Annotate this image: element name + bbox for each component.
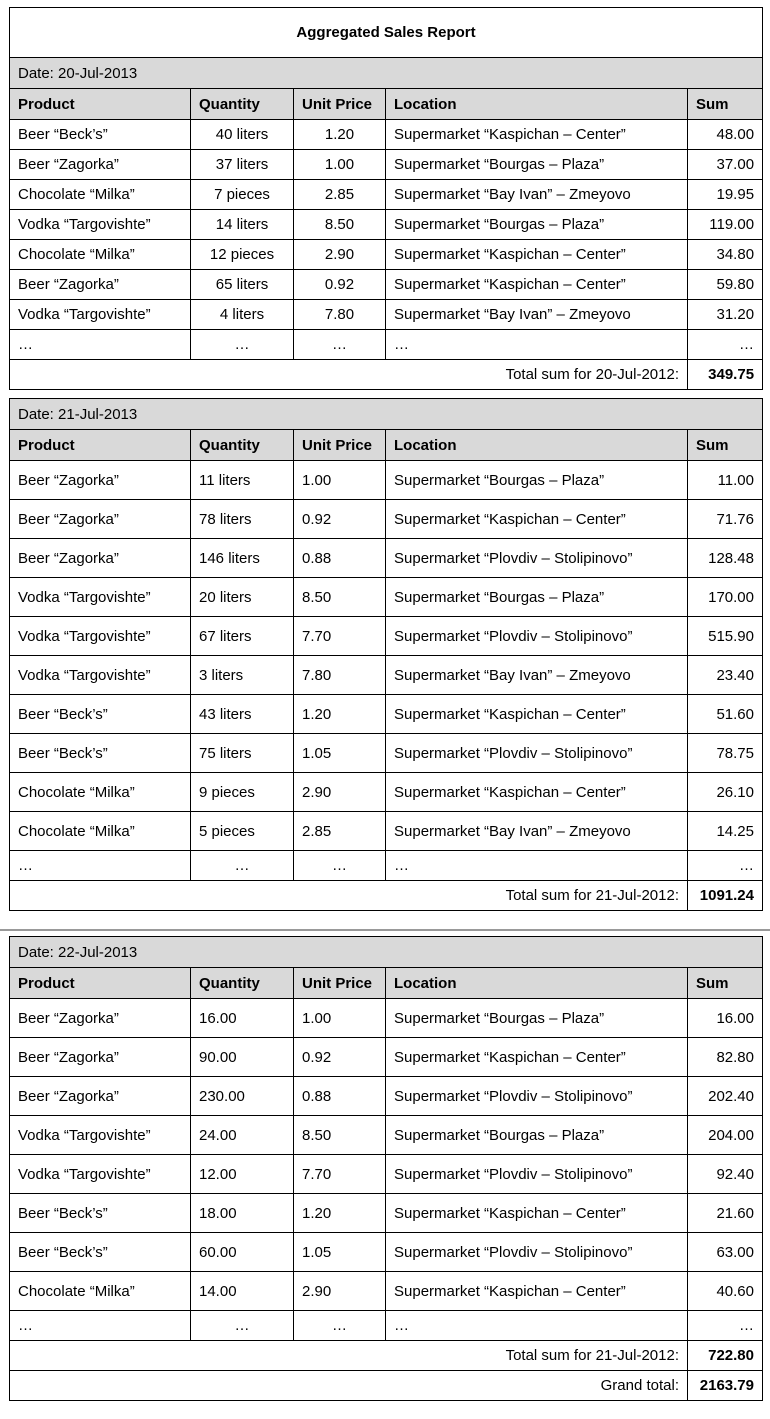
sum-cell: … <box>688 330 763 360</box>
quantity-cell: 90.00 <box>191 1038 294 1077</box>
location-cell: Supermarket “Kaspichan – Center” <box>386 1194 688 1233</box>
table-row <box>10 300 763 330</box>
product-cell: Beer “Zagorka” <box>10 500 191 539</box>
location-cell: Supermarket “Plovdiv – Stolipinovo” <box>386 734 688 773</box>
location-cell: Supermarket “Plovdiv – Stolipinovo” <box>386 1155 688 1194</box>
column-header: Quantity <box>191 968 294 999</box>
column-header: Sum <box>688 89 763 120</box>
column-header: Product <box>10 430 191 461</box>
unit-price-cell: 8.50 <box>294 1116 386 1155</box>
quantity-cell: 12 pieces <box>191 240 294 270</box>
product-cell: Beer “Zagorka” <box>10 150 191 180</box>
sum-cell: 51.60 <box>688 695 763 734</box>
unit-price-cell: 2.90 <box>294 240 386 270</box>
location-cell: Supermarket “Plovdiv – Stolipinovo” <box>386 539 688 578</box>
table-row <box>10 1116 763 1155</box>
location-cell: Supermarket “Bay Ivan” – Zmeyovo <box>386 180 688 210</box>
table-row <box>10 461 763 500</box>
table-row <box>10 210 763 240</box>
location-cell: Supermarket “Kaspichan – Center” <box>386 1038 688 1077</box>
sum-cell: 78.75 <box>688 734 763 773</box>
product-cell: Beer “Beck’s” <box>10 120 191 150</box>
quantity-cell: 16.00 <box>191 999 294 1038</box>
table-row <box>10 150 763 180</box>
sum-cell: … <box>688 851 763 881</box>
location-cell: Supermarket “Plovdiv – Stolipinovo” <box>386 617 688 656</box>
column-header: Product <box>10 968 191 999</box>
sum-cell: 71.76 <box>688 500 763 539</box>
sales-table-1 <box>9 7 763 390</box>
quantity-cell: … <box>191 1311 294 1341</box>
grand-total-value: 2163.79 <box>688 1371 763 1401</box>
quantity-cell: 5 pieces <box>191 812 294 851</box>
product-cell: Beer “Zagorka” <box>10 270 191 300</box>
unit-price-cell: 7.70 <box>294 1155 386 1194</box>
sum-cell: 119.00 <box>688 210 763 240</box>
table-row <box>10 617 763 656</box>
column-header: Location <box>386 968 688 999</box>
product-cell: Beer “Zagorka” <box>10 1077 191 1116</box>
column-header: Unit Price <box>294 89 386 120</box>
unit-price-cell: 1.00 <box>294 999 386 1038</box>
product-cell: Vodka “Targovishte” <box>10 656 191 695</box>
unit-price-cell: 0.92 <box>294 1038 386 1077</box>
quantity-cell: 65 liters <box>191 270 294 300</box>
location-cell: Supermarket “Kaspichan – Center” <box>386 695 688 734</box>
table-row <box>10 330 763 360</box>
column-header: Quantity <box>191 89 294 120</box>
location-cell: Supermarket “Bay Ivan” – Zmeyovo <box>386 812 688 851</box>
table-row <box>10 120 763 150</box>
quantity-cell: 20 liters <box>191 578 294 617</box>
product-cell: Beer “Zagorka” <box>10 461 191 500</box>
date-header: Date: 21-Jul-2013 <box>10 399 763 430</box>
sum-cell: 515.90 <box>688 617 763 656</box>
column-header-row <box>10 430 763 461</box>
location-cell: Supermarket “Bourgas – Plaza” <box>386 150 688 180</box>
product-cell: Chocolate “Milka” <box>10 812 191 851</box>
quantity-cell: … <box>191 851 294 881</box>
column-header: Sum <box>688 430 763 461</box>
sum-cell: 21.60 <box>688 1194 763 1233</box>
location-cell: Supermarket “Kaspichan – Center” <box>386 240 688 270</box>
sum-cell: … <box>688 1311 763 1341</box>
quantity-cell: 67 liters <box>191 617 294 656</box>
table-row <box>10 1038 763 1077</box>
product-cell: Vodka “Targovishte” <box>10 300 191 330</box>
location-cell: Supermarket “Bourgas – Plaza” <box>386 999 688 1038</box>
product-cell: Beer “Beck’s” <box>10 695 191 734</box>
sum-cell: 26.10 <box>688 773 763 812</box>
product-cell: Chocolate “Milka” <box>10 180 191 210</box>
product-cell: Chocolate “Milka” <box>10 1272 191 1311</box>
total-value: 349.75 <box>688 360 763 390</box>
quantity-cell: 60.00 <box>191 1233 294 1272</box>
unit-price-cell: 1.20 <box>294 1194 386 1233</box>
quantity-cell: 18.00 <box>191 1194 294 1233</box>
table-row <box>10 578 763 617</box>
sales-table-2 <box>9 398 763 911</box>
sum-cell: 170.00 <box>688 578 763 617</box>
product-cell: … <box>10 1311 191 1341</box>
total-label: Total sum for 20-Jul-2012: <box>10 360 688 390</box>
unit-price-cell: 2.90 <box>294 773 386 812</box>
quantity-cell: 4 liters <box>191 300 294 330</box>
quantity-cell: 146 liters <box>191 539 294 578</box>
unit-price-cell: … <box>294 330 386 360</box>
quantity-cell: 40 liters <box>191 120 294 150</box>
table-row <box>10 180 763 210</box>
product-cell: Vodka “Targovishte” <box>10 210 191 240</box>
unit-price-cell: 1.05 <box>294 734 386 773</box>
quantity-cell: 7 pieces <box>191 180 294 210</box>
sum-cell: 16.00 <box>688 999 763 1038</box>
unit-price-cell: 1.05 <box>294 1233 386 1272</box>
sales-table-3 <box>9 936 763 1401</box>
table-row <box>10 240 763 270</box>
unit-price-cell: 1.00 <box>294 150 386 180</box>
unit-price-cell: 7.80 <box>294 656 386 695</box>
unit-price-cell: 2.85 <box>294 812 386 851</box>
location-cell: Supermarket “Bourgas – Plaza” <box>386 578 688 617</box>
sum-cell: 92.40 <box>688 1155 763 1194</box>
sum-cell: 128.48 <box>688 539 763 578</box>
unit-price-cell: 2.85 <box>294 180 386 210</box>
location-cell: Supermarket “Kaspichan – Center” <box>386 270 688 300</box>
location-cell: Supermarket “Bourgas – Plaza” <box>386 210 688 240</box>
column-header: Unit Price <box>294 430 386 461</box>
quantity-cell: 75 liters <box>191 734 294 773</box>
total-value: 722.80 <box>688 1341 763 1371</box>
table-row <box>10 1194 763 1233</box>
location-cell: Supermarket “Kaspichan – Center” <box>386 773 688 812</box>
location-cell: Supermarket “Plovdiv – Stolipinovo” <box>386 1077 688 1116</box>
table-row <box>10 270 763 300</box>
table-row <box>10 773 763 812</box>
product-cell: Beer “Beck’s” <box>10 1194 191 1233</box>
quantity-cell: 24.00 <box>191 1116 294 1155</box>
total-label: Total sum for 21-Jul-2012: <box>10 881 688 911</box>
location-cell: Supermarket “Kaspichan – Center” <box>386 1272 688 1311</box>
unit-price-cell: 8.50 <box>294 578 386 617</box>
sum-cell: 59.80 <box>688 270 763 300</box>
quantity-cell: 3 liters <box>191 656 294 695</box>
column-header-row <box>10 89 763 120</box>
product-cell: Beer “Beck’s” <box>10 1233 191 1272</box>
sum-cell: 202.40 <box>688 1077 763 1116</box>
sum-cell: 34.80 <box>688 240 763 270</box>
table-row <box>10 1077 763 1116</box>
quantity-cell: 230.00 <box>191 1077 294 1116</box>
column-header: Location <box>386 89 688 120</box>
sum-cell: 40.60 <box>688 1272 763 1311</box>
unit-price-cell: 0.92 <box>294 270 386 300</box>
unit-price-cell: 1.00 <box>294 461 386 500</box>
product-cell: Chocolate “Milka” <box>10 773 191 812</box>
product-cell: Vodka “Targovishte” <box>10 1116 191 1155</box>
product-cell: Beer “Zagorka” <box>10 539 191 578</box>
location-cell: Supermarket “Bay Ivan” – Zmeyovo <box>386 300 688 330</box>
table-row <box>10 851 763 881</box>
unit-price-cell: 1.20 <box>294 695 386 734</box>
sum-cell: 82.80 <box>688 1038 763 1077</box>
sum-cell: 31.20 <box>688 300 763 330</box>
grand-total-label: Grand total: <box>10 1371 688 1401</box>
location-cell: Supermarket “Kaspichan – Center” <box>386 500 688 539</box>
location-cell: Supermarket “Plovdiv – Stolipinovo” <box>386 1233 688 1272</box>
sum-cell: 63.00 <box>688 1233 763 1272</box>
quantity-cell: … <box>191 330 294 360</box>
sum-cell: 11.00 <box>688 461 763 500</box>
quantity-cell: 37 liters <box>191 150 294 180</box>
product-cell: Vodka “Targovishte” <box>10 1155 191 1194</box>
location-cell: Supermarket “Kaspichan – Center” <box>386 120 688 150</box>
table-row <box>10 812 763 851</box>
column-header-row <box>10 968 763 999</box>
unit-price-cell: 2.90 <box>294 1272 386 1311</box>
table-row <box>10 1233 763 1272</box>
table-row <box>10 695 763 734</box>
unit-price-cell: … <box>294 1311 386 1341</box>
sum-cell: 23.40 <box>688 656 763 695</box>
quantity-cell: 14 liters <box>191 210 294 240</box>
table-row <box>10 999 763 1038</box>
location-cell: Supermarket “Bourgas – Plaza” <box>386 461 688 500</box>
product-cell: Beer “Zagorka” <box>10 999 191 1038</box>
product-cell: Vodka “Targovishte” <box>10 617 191 656</box>
product-cell: … <box>10 851 191 881</box>
date-header: Date: 22-Jul-2013 <box>10 937 763 968</box>
date-header: Date: 20-Jul-2013 <box>10 58 763 89</box>
column-header: Quantity <box>191 430 294 461</box>
table-row <box>10 1311 763 1341</box>
product-cell: Vodka “Targovishte” <box>10 578 191 617</box>
table-row <box>10 734 763 773</box>
quantity-cell: 43 liters <box>191 695 294 734</box>
quantity-cell: 14.00 <box>191 1272 294 1311</box>
location-cell: … <box>386 1311 688 1341</box>
sum-cell: 14.25 <box>688 812 763 851</box>
location-cell: … <box>386 330 688 360</box>
product-cell: Beer “Zagorka” <box>10 1038 191 1077</box>
product-cell: … <box>10 330 191 360</box>
total-label: Total sum for 21-Jul-2012: <box>10 1341 688 1371</box>
table-row <box>10 500 763 539</box>
location-cell: … <box>386 851 688 881</box>
column-header: Unit Price <box>294 968 386 999</box>
sum-cell: 204.00 <box>688 1116 763 1155</box>
total-value: 1091.24 <box>688 881 763 911</box>
report-title: Aggregated Sales Report <box>10 8 763 58</box>
unit-price-cell: 8.50 <box>294 210 386 240</box>
page-break-divider <box>0 929 770 931</box>
quantity-cell: 12.00 <box>191 1155 294 1194</box>
unit-price-cell: 7.80 <box>294 300 386 330</box>
column-header: Sum <box>688 968 763 999</box>
location-cell: Supermarket “Bay Ivan” – Zmeyovo <box>386 656 688 695</box>
quantity-cell: 11 liters <box>191 461 294 500</box>
sum-cell: 19.95 <box>688 180 763 210</box>
table-row <box>10 539 763 578</box>
unit-price-cell: … <box>294 851 386 881</box>
sum-cell: 37.00 <box>688 150 763 180</box>
table-row <box>10 1272 763 1311</box>
unit-price-cell: 1.20 <box>294 120 386 150</box>
unit-price-cell: 0.92 <box>294 500 386 539</box>
sum-cell: 48.00 <box>688 120 763 150</box>
unit-price-cell: 0.88 <box>294 539 386 578</box>
table-row <box>10 656 763 695</box>
column-header: Location <box>386 430 688 461</box>
quantity-cell: 9 pieces <box>191 773 294 812</box>
product-cell: Chocolate “Milka” <box>10 240 191 270</box>
unit-price-cell: 0.88 <box>294 1077 386 1116</box>
product-cell: Beer “Beck’s” <box>10 734 191 773</box>
unit-price-cell: 7.70 <box>294 617 386 656</box>
column-header: Product <box>10 89 191 120</box>
location-cell: Supermarket “Bourgas – Plaza” <box>386 1116 688 1155</box>
table-row <box>10 1155 763 1194</box>
quantity-cell: 78 liters <box>191 500 294 539</box>
